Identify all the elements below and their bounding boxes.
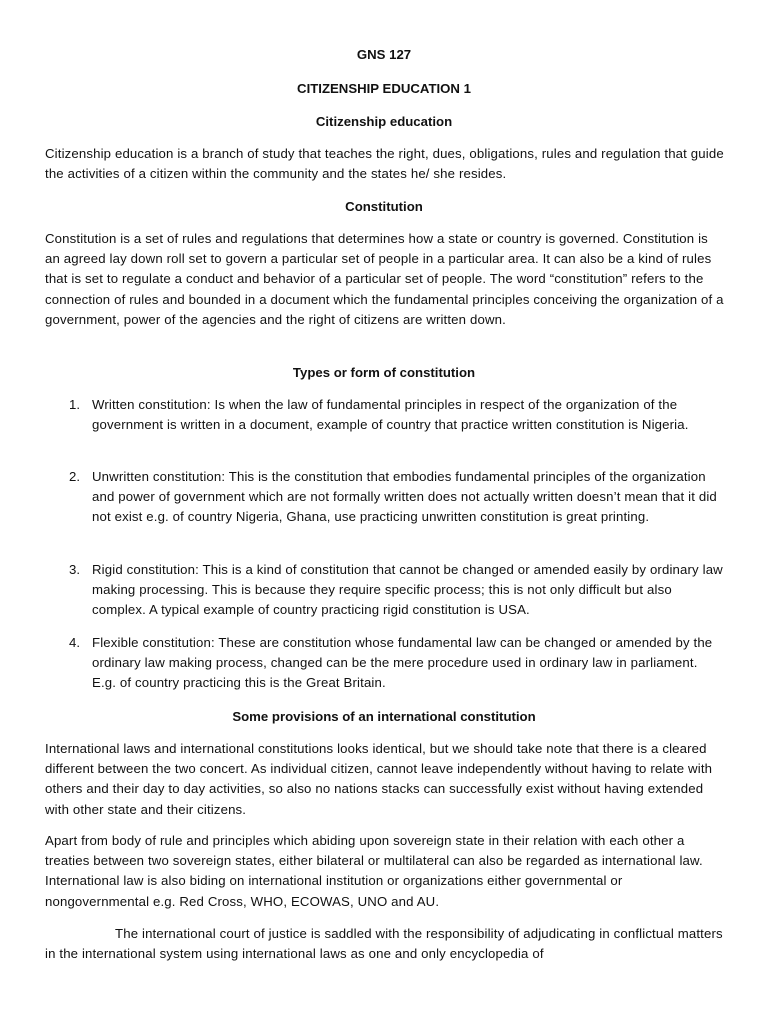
list-item-number: 2.: [69, 469, 80, 484]
heading-citizenship-education: Citizenship education: [315, 114, 453, 129]
course-code: GNS 127: [356, 47, 412, 62]
list-item-text: Unwritten constitution: This is the constitution that embodies fundamental principles of the organization and power of government which are not formally written does not actually written doesn’t mean that it did not exist e.g. of country Nigeria, Ghana, use practicing unwritten constitution is great printing.: [92, 469, 717, 525]
heading-types-of-constitution: Types or form of constitution: [292, 365, 476, 380]
list-item-text: Flexible constitution: These are constitution whose fundamental law can be changed or amended by the ordinary law making process, changed can be the mere procedure used in ordinary law in parliament. E.g. of country practicing this is the Great Britain.: [92, 635, 713, 691]
heading-constitution: Constitution: [345, 199, 423, 214]
paragraph-citizenship-education: Citizenship education is a branch of study that teaches the right, dues, obligations, rules and regulation that guide the activities of a citizen within the community and the states he/ she resides.: [45, 146, 724, 182]
paragraph-international-2: Apart from body of rule and principles which abiding upon sovereign state in their relation with each other a treaties between two sovereign states, either bilateral or multilateral can also be regarded as international law. International law is also biding on international institution or organizations either governmental or nongovernmental e.g. Red Cross, WHO, ECOWAS, UNO and AU.: [45, 833, 703, 909]
list-item-number: 1.: [69, 397, 80, 412]
list-item-text: Rigid constitution: This is a kind of constitution that cannot be changed or amended easily by ordinary law making processing. This is because they require specific process; this is not only difficult but also complex. A typical example of country practicing rigid constitution is USA.: [92, 562, 723, 618]
list-item-number: 3.: [69, 562, 80, 577]
paragraph-international-3-text: The international court of justice is saddled with the responsibility of adjudicating in conflictual matters in the international system using international laws as one and only encyclopedia of: [45, 926, 723, 962]
heading-international-constitution: Some provisions of an international constitution: [232, 709, 536, 724]
list-item-number: 4.: [69, 635, 80, 650]
paragraph-constitution: Constitution is a set of rules and regulations that determines how a state or country is governed. Constitution is an agreed lay down roll set to govern a particular set of people in a particular area. It can also be a kind of rules that is set to regulate a conduct and behavior of a particular set of people. The word “constitution” refers to the connection of rules and bounded in a document which the fundamental principles conceiving the organization of a government, power of the agencies and the right of citizens are written down.: [45, 231, 724, 327]
paragraph-international-3: [45, 924, 725, 964]
course-title: CITIZENSHIP EDUCATION 1: [297, 81, 471, 96]
paragraph-international-1: International laws and international constitutions looks identical, but we should take note that there is a cleared different between the two concert. As individual citizen, cannot leave independently without having to relate with others and their day to day activities, so also no nations stacks can successfully exist without having extended with other state and their citizens.: [45, 741, 713, 817]
list-item-text: Written constitution: Is when the law of fundamental principles in respect of the organization of the government is written in a document, example of country that practice written constitution is Nigeria.: [92, 397, 689, 433]
